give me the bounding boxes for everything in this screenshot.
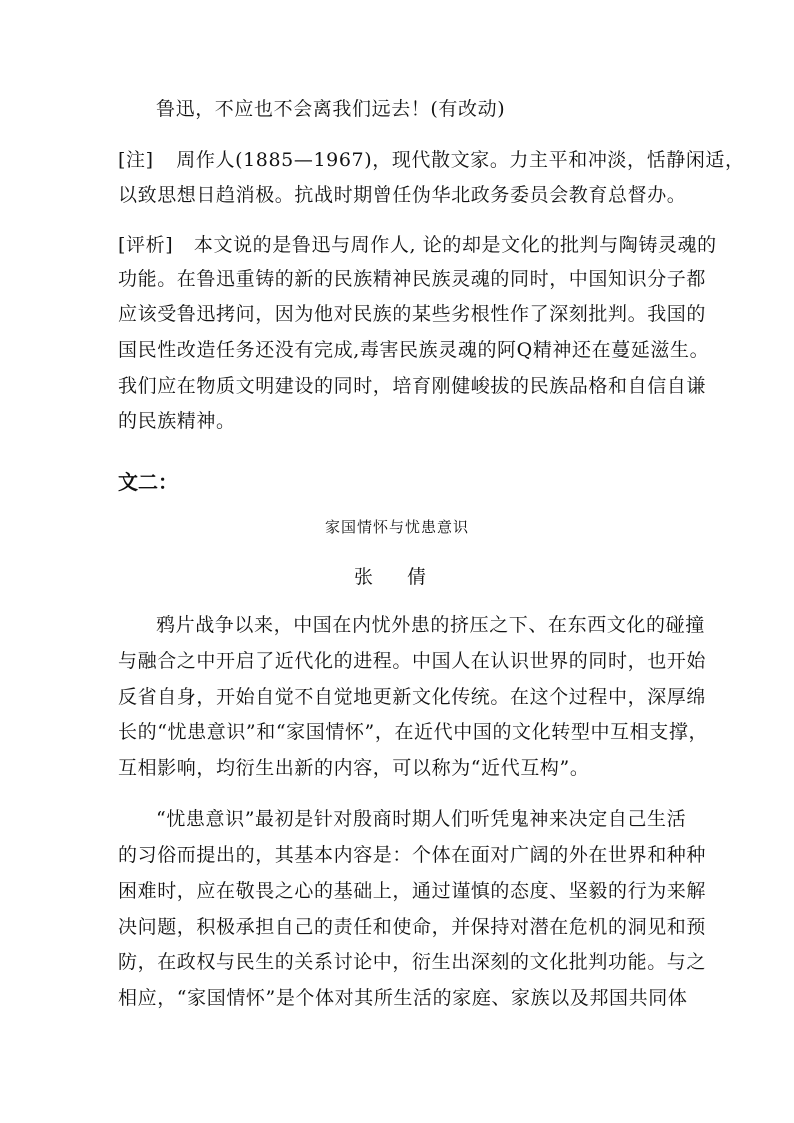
note-text-1: 周作人(1885—1967)，现代散文家。力主平和冲淡，恬静闲适， xyxy=(176,149,745,171)
analysis-line-3: 应该受鲁迅拷问，因为他对民族的某些劣根性作了深刻批判。我国的 xyxy=(118,303,707,325)
analysis-line-4: 国民性改造任务还没有完成,毒害民族灵魂的阿Q精神还在蔓延滋生。 xyxy=(118,339,710,361)
para1-line-2: 与融合之中开启了近代化的进程。中国人在认识世界的同时，也开始 xyxy=(118,650,707,672)
article-title: 家国情怀与忧患意识 xyxy=(324,518,469,536)
text1-closing-line: 鲁迅，不应也不会离我们远去！(有改动) xyxy=(156,98,506,120)
text2-heading: 文二： xyxy=(118,470,178,494)
note-line-1 xyxy=(118,143,745,177)
para1-line-3: 反省自身，开始自觉不自觉地更新文化传统。在这个过程中，深厚绵 xyxy=(118,686,707,708)
para2-line-2: 的习俗而提出的，其基本内容是：个体在面对广阔的外在世界和种种 xyxy=(118,844,707,866)
analysis-line-5: 我们应在物质文明建设的同时，培育刚健峻拔的民族品格和自信自谦 xyxy=(118,375,707,397)
analysis-text-1: 本文说的是鲁迅与周作人, 论的却是文化的批判与陶铸灵魂的 xyxy=(193,234,717,256)
para2-line-4: 决问题，积极承担自己的责任和使命，并保持对潜在危机的洞见和预 xyxy=(118,916,707,938)
analysis-line-6: 的民族精神。 xyxy=(118,410,236,432)
analysis-line-1 xyxy=(118,228,717,262)
analysis-line-2: 功能。在鲁迅重铸的新的民族精神民族灵魂的同时，中国知识分子都 xyxy=(118,268,707,290)
para2-line-3: 困难时，应在敬畏之心的基础上，通过谨慎的态度、坚毅的行为来解 xyxy=(118,880,707,902)
article-author: 张 倩 xyxy=(353,566,441,588)
para2-line-6: 相应，“家国情怀”是个体对其所生活的家庭、家族以及邦国共同体 xyxy=(118,987,688,1009)
para2-line-5: 防，在政权与民生的关系讨论中，衍生出深刻的文化批判功能。与之 xyxy=(118,951,707,973)
note-label: [注] xyxy=(118,149,154,171)
para1-line-5: 互相影响，均衍生出新的内容，可以称为“近代互构”。 xyxy=(118,757,590,779)
analysis-label: [评析] xyxy=(118,234,174,256)
para1-line-1: 鸦片战争以来，中国在内忧外患的挤压之下、在东西文化的碰撞 xyxy=(156,614,705,636)
para2-line-1: “忧患意识”最初是针对殷商时期人们听凭鬼神来决定自己生活 xyxy=(156,808,687,830)
para1-line-4: 长的“忧患意识”和“家国情怀”，在近代中国的文化转型中互相支撑， xyxy=(118,721,709,743)
note-line-2: 以致思想日趋消极。抗战时期曾任伪华北政务委员会教育总督办。 xyxy=(118,184,687,206)
